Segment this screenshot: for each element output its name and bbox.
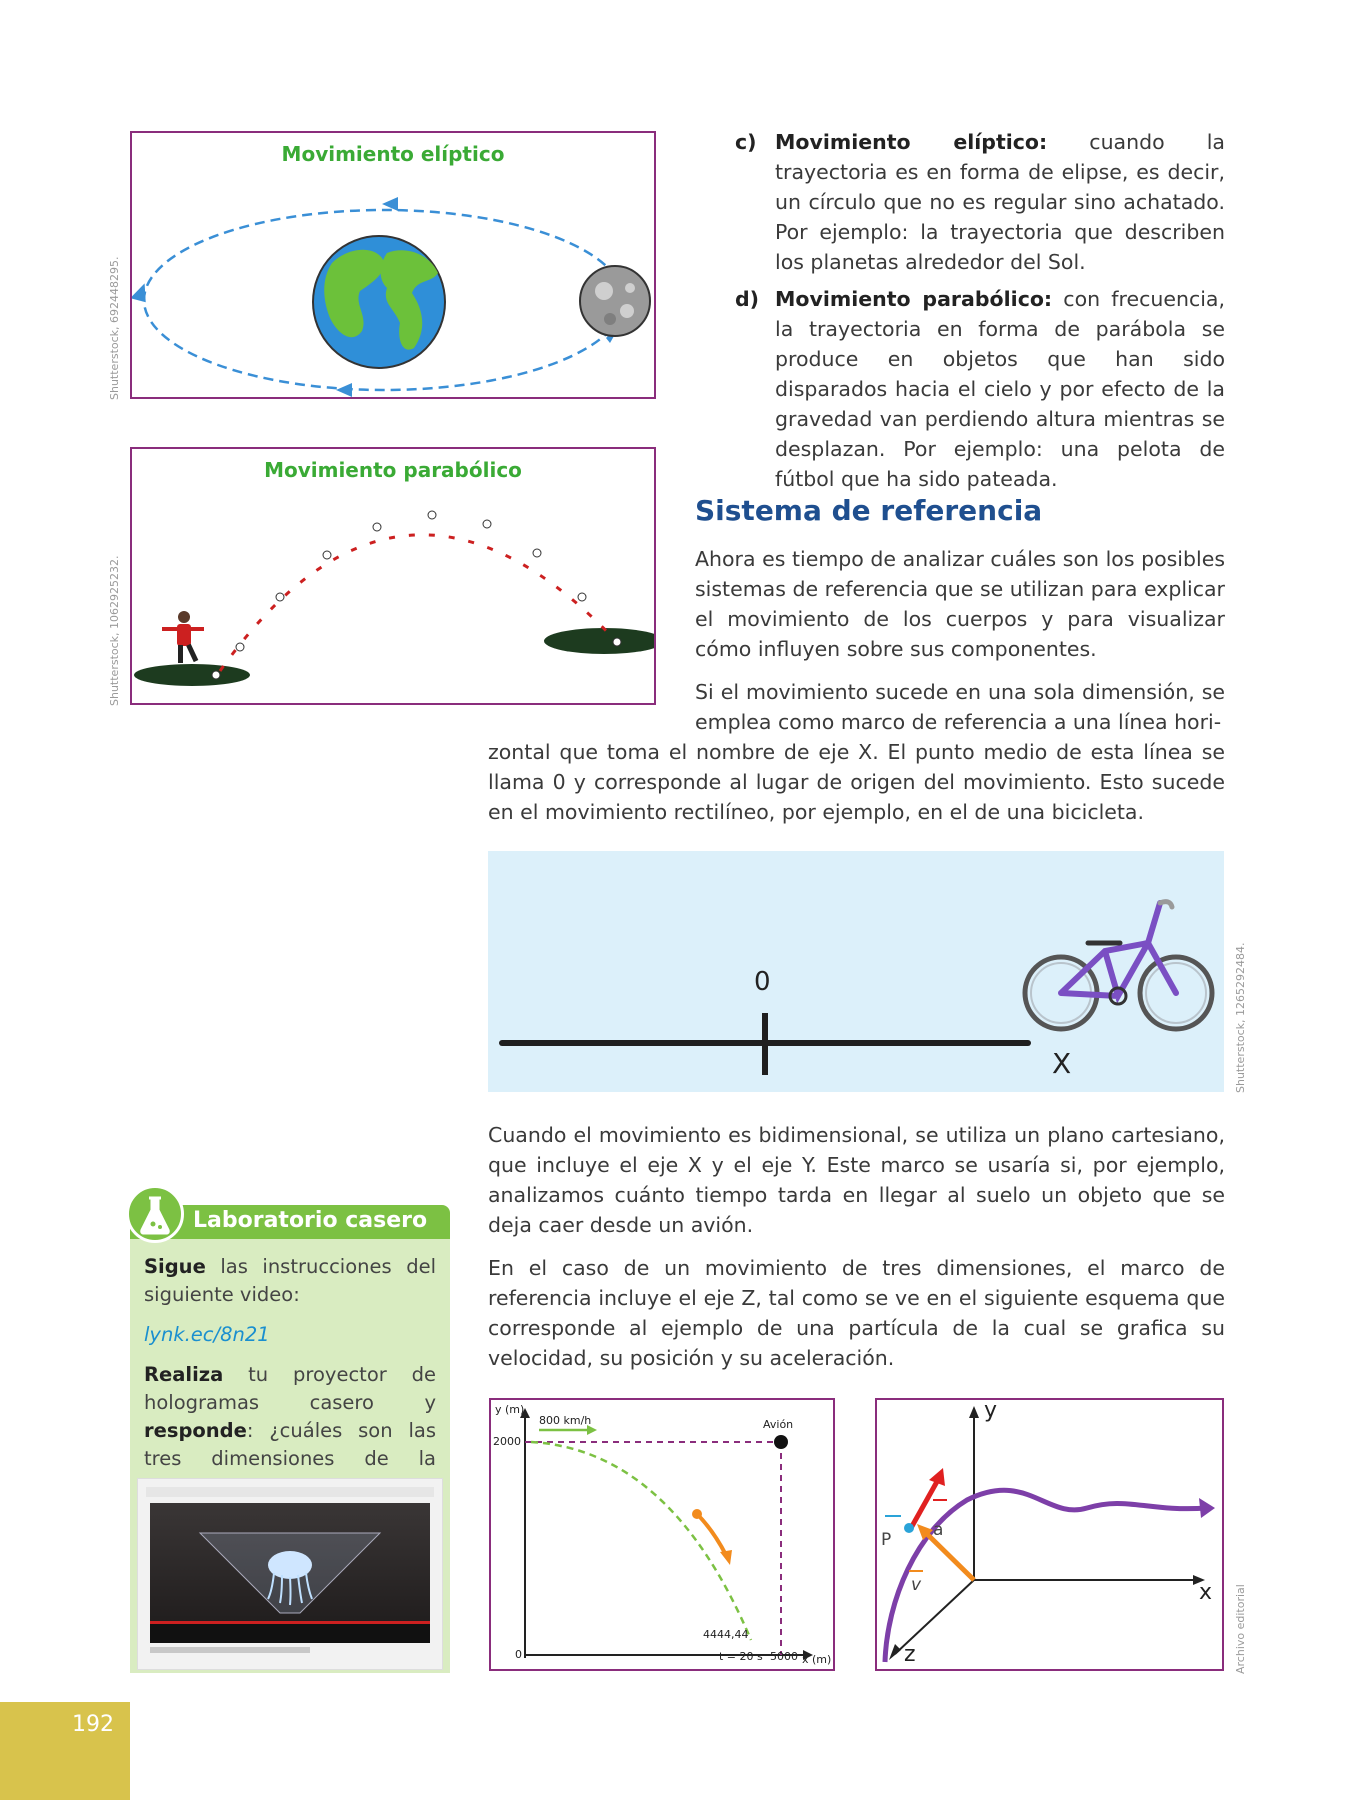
x-axis-label: X: [1052, 1047, 1072, 1080]
lab-question-verb2: responde: [144, 1419, 247, 1442]
elliptic-credit: Shutterstock, 692448295.: [108, 256, 121, 400]
editorial-credit: Archivo editorial: [1234, 1584, 1247, 1674]
lab-question-text1: tu proyector de hologramas casero y: [144, 1363, 437, 1414]
video-frame: [150, 1503, 430, 1643]
plane-label: Avión: [763, 1418, 794, 1431]
bike-credit: Shutterstock, 1265292484.: [1234, 942, 1247, 1093]
hologram-video-thumbnail[interactable]: [137, 1478, 443, 1670]
plane-origin-label: 0: [515, 1648, 522, 1661]
bike-axis-figure: [488, 851, 1224, 1092]
parabolic-credit: Shutterstock, 1062925232.: [108, 555, 121, 706]
flask-icon: [126, 1185, 184, 1243]
vector-3d-figure: [875, 1398, 1224, 1671]
section-heading: Sistema de referencia: [695, 494, 1043, 527]
vector-p-label: P: [881, 1530, 892, 1550]
origin-label: 0: [754, 967, 771, 997]
moon: [580, 266, 650, 336]
paragraph-intro: Ahora es tiempo de analizar cuáles son los posibles sistemas de referencia que se utilizan para explicar el movimiento de los cuerpos y para visualizar cómo influyen sobre sus componentes.: [695, 547, 1225, 661]
bicycle-illustration: [1025, 902, 1212, 1029]
term-parabolic: Movimiento parabólico:: [775, 287, 1053, 311]
elliptic-motion-figure: [130, 131, 656, 399]
page-number: 192: [72, 1712, 114, 1737]
vector-a-label: a: [933, 1520, 944, 1540]
elliptic-figure-title: Movimiento elíptico: [281, 142, 505, 166]
paragraph-one-dimension-a: Si el movimiento sucede en una sola dimensión, se emplea como marco de referencia a una línea hori-: [695, 680, 1225, 734]
parabolic-motion-figure: [130, 447, 656, 705]
plane-marker: [774, 1435, 788, 1449]
paragraph-two-dimension: Cuando el movimiento es bidimensional, se utiliza un plano cartesiano, que incluye el eje X y el eje Y. Este marco se usaría si, por ejemplo, analizamos cuánto tiempo tarda en llegar al suelo un objeto que se deja caer desde un avión.: [488, 1123, 1225, 1237]
definition-elliptic: cuando la trayectoria es en forma de elipse, es decir, un círculo que no es regular sino achatado. Por ejemplo: la trayectoria que describen los planetas alrededor del Sol.: [775, 130, 1225, 274]
lab-question-text2: : ¿cuáles son las tres dimensiones de la: [144, 1419, 436, 1470]
home-lab-title: Laboratorio casero: [193, 1208, 428, 1233]
definition-parabolic: con frecuencia, la trayectoria en forma de parábola se produce en objetos que han sido disparados hacia el cielo y por efecto de la gravedad van perdiendo altura mientras se desplazan. Por ejemplo: una pelota de fútbol que ha sido pateada.: [775, 287, 1225, 491]
plane-x-max-label: 5000: [770, 1650, 798, 1663]
parabolic-figure-title: Movimiento parabólico: [264, 458, 522, 482]
plane-y-axis-label: y (m): [495, 1403, 525, 1416]
soccer-player: [162, 611, 204, 663]
list-letter-d: d): [735, 287, 760, 311]
list-letter-c: c): [735, 130, 757, 154]
vector-v-label: v: [911, 1575, 922, 1595]
lab-question-verb1: Realiza: [144, 1363, 224, 1386]
lab-video-link[interactable]: lynk.ec/8n21: [144, 1323, 270, 1346]
lab-instruction-verb: Sigue: [144, 1255, 206, 1278]
plane-speed-label: 800 km/h: [539, 1414, 592, 1427]
plane-drop-figure: [489, 1398, 835, 1671]
parabolic-trajectory-illustration: [132, 449, 654, 703]
plane-x-axis-label: x (m): [802, 1653, 832, 1666]
plane-distance-label: 4444,44: [703, 1628, 749, 1641]
vector-z-label: z: [904, 1642, 916, 1667]
elliptic-orbit-illustration: [132, 133, 654, 397]
list-item-elliptic: [735, 127, 1225, 277]
plane-y-value: 2000: [493, 1435, 521, 1448]
term-elliptic: Movimiento elíptico:: [775, 130, 1048, 154]
paragraph-three-dimension: En el caso de un movimiento de tres dimensiones, el marco de referencia incluye el eje Z, tal como se ve en el siguiente esquema que corresponde al ejemplo de una partícula de la cual se grafica su velocidad, su posición y su aceleración.: [488, 1256, 1225, 1370]
paragraph-one-dimension-b: zontal que toma el nombre de eje X. El punto medio de esta línea se llama 0 y corresponde al lugar de origen del movimiento. Esto sucede en el movimiento rectilíneo, por ejemplo, en el de una bicicleta.: [488, 740, 1225, 824]
lab-instructions: [144, 1253, 436, 1309]
vector-x-label: x: [1199, 1580, 1213, 1605]
lab-instruction-text: las instrucciones del siguiente video:: [144, 1255, 437, 1306]
plane-time-label: t = 20 s: [719, 1650, 763, 1663]
list-item-parabolic: [735, 284, 1225, 494]
vector-y-label: y: [984, 1398, 998, 1423]
